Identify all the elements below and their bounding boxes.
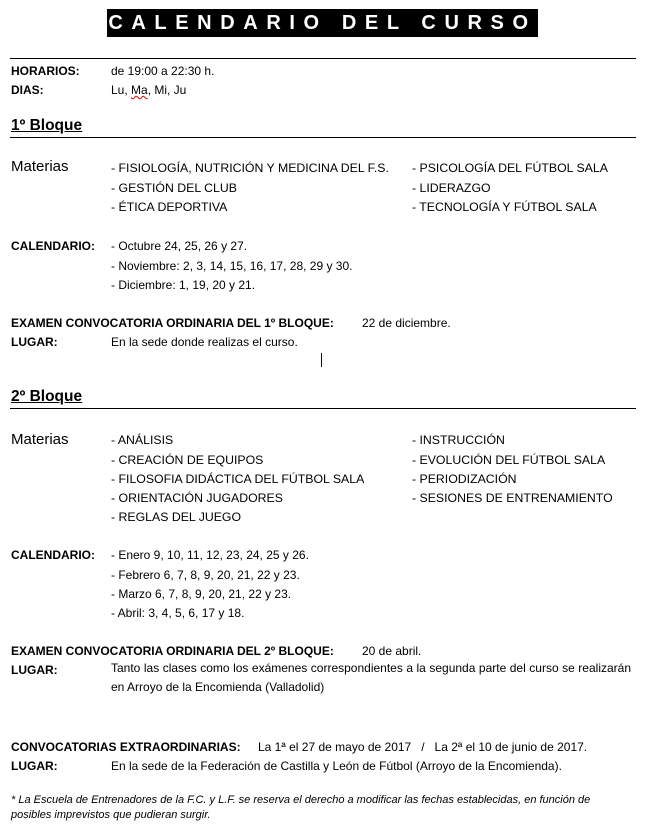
list-item: - FILOSOFIA DIDÁCTICA DEL FÚTBOL SALA (111, 472, 365, 486)
list-item: - INSTRUCCIÓN (412, 433, 505, 447)
list-item: - GESTIÓN DEL CLUB (111, 181, 237, 195)
list-item: - FISIOLOGÍA, NUTRICIÓN Y MEDICINA DEL F.S. (111, 161, 389, 175)
list-item: - PERIODIZACIÓN (412, 472, 517, 486)
bloque2-lugar-value: Tanto las clases como los exámenes correspondientes a la segunda parte del curso se realizarán en Arroyo de la Encomienda (Valladolid) (111, 661, 631, 694)
bloque2-lugar-label: LUGAR: (11, 663, 58, 677)
list-item: - TECNOLOGÍA Y FÚTBOL SALA (412, 200, 597, 214)
dias-suffix: , Mi, Ju (147, 83, 187, 97)
document-title: CALENDARIO DEL CURSO (107, 9, 538, 37)
dias-spellcheck-word: Ma (131, 83, 148, 97)
extraordinarias-label: CONVOCATORIAS EXTRAORDINARIAS: (11, 740, 241, 754)
dias-prefix: Lu, (111, 83, 132, 97)
list-item: - Febrero 6, 7, 8, 9, 20, 21, 22 y 23. (111, 568, 300, 582)
divider (10, 137, 636, 138)
bloque1-examen-label: EXAMEN CONVOCATORIA ORDINARIA DEL 1º BLOQUE: (11, 316, 334, 330)
list-item: - REGLAS DEL JUEGO (111, 510, 242, 524)
extraordinarias-lugar-value: En la sede de la Federación de Castilla y León de Fútbol (Arroyo de la Encomienda). (111, 759, 562, 773)
text-cursor (321, 353, 322, 367)
list-item: - CREACIÓN DE EQUIPOS (111, 453, 264, 467)
bloque1-lugar-label: LUGAR: (11, 335, 58, 349)
list-item: - ORIENTACIÓN JUGADORES (111, 491, 283, 505)
list-item: - ANÁLISIS (111, 433, 174, 447)
bloque2-examen-value: 20 de abril. (362, 644, 422, 658)
list-item: - Diciembre: 1, 19, 20 y 21. (111, 278, 256, 292)
horarios-value: de 19:00 a 22:30 h. (111, 64, 215, 78)
bloque1-calendario-label: CALENDARIO: (11, 239, 95, 253)
footnote: * La Escuela de Entrenadores de la F.C. y L.F. se reserva el derecho a modificar las fechas establecidas, en función de posibles imprevistos que pudieran surgir. (11, 794, 591, 821)
list-item: - Marzo 6, 7, 8, 9, 20, 21, 22 y 23. (111, 587, 292, 601)
bloque2-examen-label: EXAMEN CONVOCATORIA ORDINARIA DEL 2º BLOQUE: (11, 644, 334, 658)
list-item: - LIDERAZGO (412, 181, 491, 195)
list-item: - EVOLUCIÓN DEL FÚTBOL SALA (412, 453, 606, 467)
list-item: - PSICOLOGÍA DEL FÚTBOL SALA (412, 161, 608, 175)
horarios-label: HORARIOS: (11, 64, 80, 78)
bloque2-materias-label: Materias (11, 431, 69, 448)
bloque1-lugar-value: En la sede donde realizas el curso. (111, 335, 298, 349)
list-item: - Noviembre: 2, 3, 14, 15, 16, 17, 28, 29 y 30. (111, 259, 353, 273)
bloque2-calendario-label: CALENDARIO: (11, 548, 95, 562)
dias-label: DIAS: (11, 83, 44, 97)
bloque2-heading: 2º Bloque (11, 388, 83, 405)
list-item: - Octubre 24, 25, 26 y 27. (111, 239, 248, 253)
list-item: - Abril: 3, 4, 5, 6, 17 y 18. (111, 606, 245, 620)
divider (10, 408, 636, 409)
list-item: - ÉTICA DEPORTIVA (111, 200, 228, 214)
list-item: - SESIONES DE ENTRENAMIENTO (412, 491, 613, 505)
bloque1-heading: 1º Bloque (11, 117, 83, 134)
divider (10, 58, 636, 59)
bloque1-materias-label: Materias (11, 158, 69, 175)
bloque1-examen-value: 22 de diciembre. (362, 316, 451, 330)
extraordinarias-value: La 1ª el 27 de mayo de 2017 / La 2ª el 10 de junio de 2017. (258, 740, 588, 754)
dias-value (111, 83, 186, 97)
list-item: - Enero 9, 10, 11, 12, 23, 24, 25 y 26. (111, 548, 309, 562)
extraordinarias-lugar-label: LUGAR: (11, 759, 58, 773)
